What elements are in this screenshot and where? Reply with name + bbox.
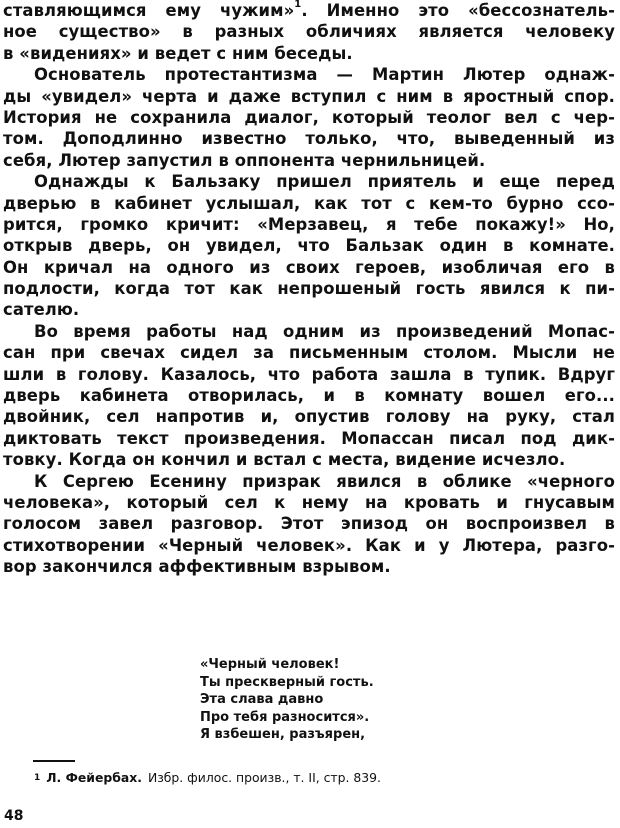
footnote-divider <box>33 760 75 762</box>
text-line: в «видениях» и ведет с ним беседы. <box>3 43 353 63</box>
text-line: товку. Когда он кончил и встал с места, видение исчезло. <box>3 450 566 470</box>
footnote-mark: 1 <box>34 773 41 783</box>
paragraph-4 <box>3 321 615 471</box>
text-line: Он кричал на одного из своих героев, изобличая его в <box>3 257 615 277</box>
paragraph-3 <box>3 171 615 321</box>
paragraph-5 <box>3 471 615 578</box>
footnote <box>34 770 381 786</box>
poem-line: Эта слава давно <box>200 692 324 707</box>
text-line: К Сергею Есенину призрак явился в облике «черного <box>34 471 615 491</box>
text-line: стихотворении «Черный человек». Как и у Лютера, разго- <box>3 535 615 555</box>
poem-excerpt <box>200 656 374 744</box>
text-line <box>3 0 615 21</box>
text-line: ное существо» в разных обличиях является человеку <box>3 22 615 42</box>
text-line: двойник, сел напротив и, опустив голову на руку, стал <box>3 407 615 427</box>
paragraph-1 <box>3 0 615 64</box>
body-text <box>3 0 615 578</box>
text-fragment: ставляющимся ему чужим» <box>3 1 295 20</box>
text-line: сан при свечах сидел за письменным столом. Мысли не <box>3 343 615 363</box>
text-line: вор закончился аффективным взрывом. <box>3 557 391 577</box>
text-line: человека», который сел к нему на кровать и гнусавым <box>3 492 615 512</box>
text-line: себя, Лютер запустил в оппонента чернильницей. <box>3 150 486 170</box>
text-line: История не сохранила диалог, который теолог вел с чер- <box>3 107 615 127</box>
text-line: том. Доподлинно известно только, что, выведенный из <box>3 129 615 149</box>
footnote-reference: 1 <box>294 0 302 10</box>
poem-line: Про тебя разносится». <box>200 709 370 725</box>
poem-line: Ты прескверный гость. <box>200 674 374 690</box>
poem-line: Я взбешен, разъярен, <box>200 727 366 742</box>
text-line: сателю. <box>3 300 80 320</box>
text-line: дверью в кабинет услышал, как тот с кем-то бурно ссо- <box>3 193 615 213</box>
footnote-author: Л. Фейербах. <box>46 770 142 785</box>
text-line: Однажды к Бальзаку пришел приятель и еще перед <box>34 172 615 192</box>
text-fragment: . Именно это «бессознатель- <box>301 1 616 20</box>
text-line: диктовать текст произведения. Мопассан писал под дик- <box>3 428 615 448</box>
text-line: рится, громко кричит: «Мерзавец, я тебе покажу!» Но, <box>3 214 615 234</box>
text-line: ды «увидел» черта и даже вступил с ним в яростный спор. <box>3 86 615 106</box>
paragraph-2 <box>3 64 615 171</box>
text-line: голосом завел разговор. Этот эпизод он воспроизвел в <box>3 514 615 534</box>
text-line: шли в голову. Казалось, что работа зашла в тупик. Вдруг <box>3 364 615 384</box>
poem-line: «Черный человек! <box>200 657 340 672</box>
text-line: дверь кабинета отворилась, и в комнату вошел его... <box>3 386 615 406</box>
text-line: подлости, когда тот как непрошеный гость явился к пи- <box>3 279 615 299</box>
text-line: открыв дверь, он увидел, что Бальзак один в комнате. <box>3 236 615 256</box>
footnote-work: Избр. филос. произв., т. II, стр. 839. <box>147 770 381 785</box>
page-number: 48 <box>4 808 24 824</box>
text-line: Основатель протестантизма — Мартин Лютер однаж- <box>34 65 615 85</box>
text-line: Во время работы над одним из произведений Мопас- <box>34 321 615 341</box>
